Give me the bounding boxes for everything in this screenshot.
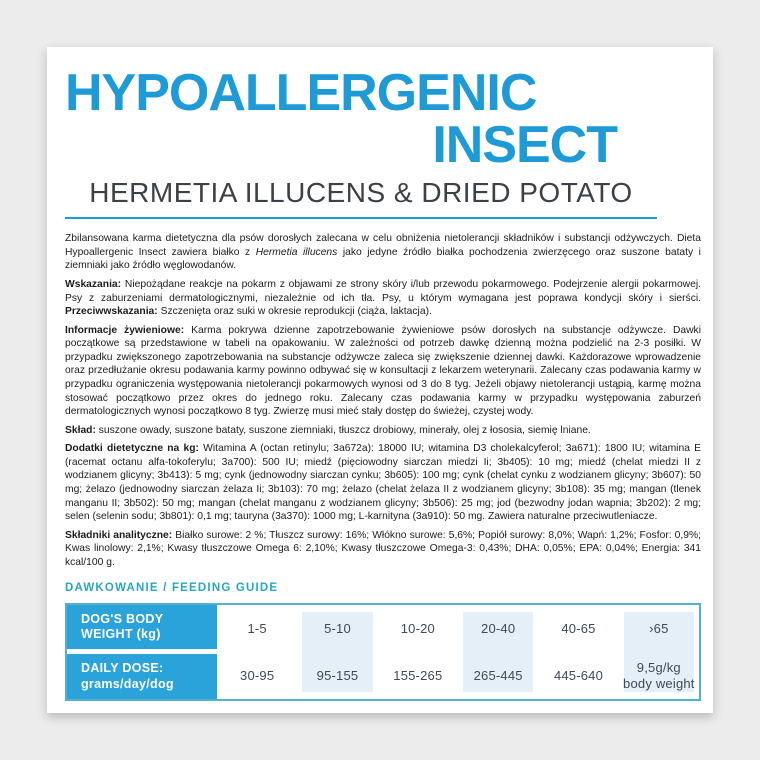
composition-paragraph — [65, 424, 701, 438]
label-header — [65, 64, 657, 219]
nutrition-info-paragraph — [65, 324, 701, 419]
species-name-italic: Hermetia illucens — [255, 246, 338, 258]
feeding-guide-table — [65, 603, 701, 701]
dose-cell: 30-95 — [240, 668, 275, 684]
intro-text-end: jako jedyne źródło białka pochodzenia zwierzęcego oraz suszone bataty i ziemniaki jako źródło węglowodanów. — [65, 246, 701, 272]
additives-label: Dodatki dietetyczne na kg: — [65, 443, 199, 455]
additives-text: Witamina A (octan retinylu; 3a672a): 18000 IU; witamina D3 cholekalcyferol; 3a671): 1800 IU; witamina E (racemat octanu alfa-tokoferylu; 3a700): 500 IU; miedź (pięciowodny siarczan miedzi Ii; 3b405): 10 mg; miedź (chelat miedzi II z wodzianem glicyny; 3b413): 5 mg; cynk (jednowodny siarczan cynku; 3b605): 100 mg; cynk (chelat cynku z wodzianem glicyny; 3b607): 50 mg; żelazo (jednowodny siarczan żelaza Ii; 3b103): 70 mg; żelazo (chelat żelaza II z wodzianem glicyny; 3b108): 35 mg; mangan (tlenek manganu II; 3b502): 50 mg; mangan (chelat manganu z wodzianem glicyny; 3b506): 25 mg; jod (bezwodny jodan wapnia; 3b202): 2 mg; selen (selenin sodu; 3b801): 0,1 mg; tauryna (3a370): 1000 mg; L-karnityna (3a910): 50 mg. Zawiera naturalne przeciwutleniacze. — [65, 443, 701, 523]
intro-paragraph — [65, 232, 701, 273]
weight-cell: 20-40 — [481, 621, 516, 637]
dose-header-cell — [67, 652, 217, 699]
nutrition-info-label: Informacje żywieniowe: — [65, 324, 185, 336]
product-label-card — [47, 47, 713, 713]
product-subtitle: HERMETIA ILLUCENS & DRIED POTATO — [89, 177, 633, 208]
product-title-line1: HYPOALLERGENIC — [65, 64, 537, 122]
analytical-text: Białko surowe: 2 %; Tłuszcz surowy: 16%; Włókno surowe: 5,6%; Popiół surowy: 8,0%; Wapń: 1,2%; Fosfor: 0,9%; Kwas linolowy: 2,1%; Kwasy tłuszczowe Omega 6: 2,10%; Kwasy tłuszczowe Omega-3: 0,43%; DHA: 0,05%; EPA: 0,04%; Energia: 341 kcal/100 g. — [65, 529, 701, 568]
weight-cell: 1-5 — [247, 621, 267, 637]
table-row-daily-dose — [67, 652, 699, 699]
indications-paragraph — [65, 278, 701, 319]
product-title-line2: INSECT — [432, 116, 617, 174]
weight-header-cell — [67, 605, 217, 652]
analytical-paragraph — [65, 529, 701, 570]
weight-cell: 40-65 — [561, 621, 596, 637]
analytical-label: Składniki analityczne: — [65, 529, 173, 541]
composition-label: Skład: — [65, 424, 96, 436]
weight-cell: ›65 — [649, 621, 669, 637]
contraindications-label: Przeciwwskazania: — [65, 306, 158, 318]
intro-text-start: Zbilansowana karma dietetyczna dla psów dorosłych zalecana w celu obniżenia nietolerancji składników i substancji odżywczych. Dieta Hypoallergenic Insect zawiera białko z — [65, 233, 701, 258]
header-divider — [65, 217, 657, 219]
dose-header-line2: grams/day/dog — [81, 676, 174, 691]
label-body-text — [65, 232, 701, 569]
nutrition-info-text: Karma pokrywa dzienne zapotrzebowanie żywieniowe psów dorosłych na substancje odżywcze. Dawki początkowe są przedstawione w tabeli na opakowaniu. W zależności od potrzeb dawkę dzienną można podzielić na 2-3 posiłki. W przypadku zwiększonego zapotrzebowania na substancje odżywcze zaleca się zwiększenie dziennej dawki. Każdorazowe wprowadzenie oraz przedłużanie okresu podawania karmy powinno odbywać się w konsultacji z lekarzem weterynarii. Zalecany czas podawania karmy w przypadku ograniczenia występowania nietolerancji pokarmowych wynosi od 3 do 8 tyg. Jeżeli objawy nietolerancji ustąpią, karmę można stosować początkowo przez okres do jednego roku. Zalecany czas podawania karmy w przypadku występowania zaburzeń dermatologicznych wynosi początkowo 8 tyg. Zwierzę musi mieć stały dostęp do świeżej, czystej wody. — [65, 324, 701, 418]
additives-paragraph — [65, 442, 701, 523]
contraindications-text: Szczenięta oraz suki w okresie reprodukcji (ciąża, laktacja). — [160, 306, 432, 318]
composition-text: suszone owady, suszone bataty, suszone ziemniaki, tłuszcz drobiowy, minerały, olej z łososia, siemię lniane. — [98, 424, 591, 436]
weight-cell: 5-10 — [324, 621, 351, 637]
indications-label: Wskazania: — [65, 278, 122, 290]
dose-header-line1: DAILY DOSE: — [81, 661, 164, 676]
indications-text: Niepożądane reakcje na pokarm z objawami ze strony skóry i/lub przewodu pokarmowego. Podejrzenie alergii pokarmowej. Psy z zaburzeniami dermatologicznymi, niezależnie od ich tła. Psy, u którym wymagana jest poprawa kondycji skóry i sierści. — [65, 278, 701, 304]
dose-cell: 95-155 — [316, 668, 359, 684]
weight-header-line1: DOG'S BODY — [81, 611, 164, 626]
weight-header-line2: WEIGHT (kg) — [81, 627, 161, 642]
dose-cell: 9,5g/kg body weight — [623, 660, 695, 691]
dose-cell: 155-265 — [393, 668, 443, 684]
dose-cell: 445-640 — [553, 668, 604, 684]
table-row-body-weight — [67, 605, 699, 652]
feeding-guide-heading: DAWKOWANIE / FEEDING GUIDE — [65, 582, 279, 595]
dose-cell: 265-445 — [473, 668, 523, 684]
weight-cell: 10-20 — [400, 621, 435, 637]
